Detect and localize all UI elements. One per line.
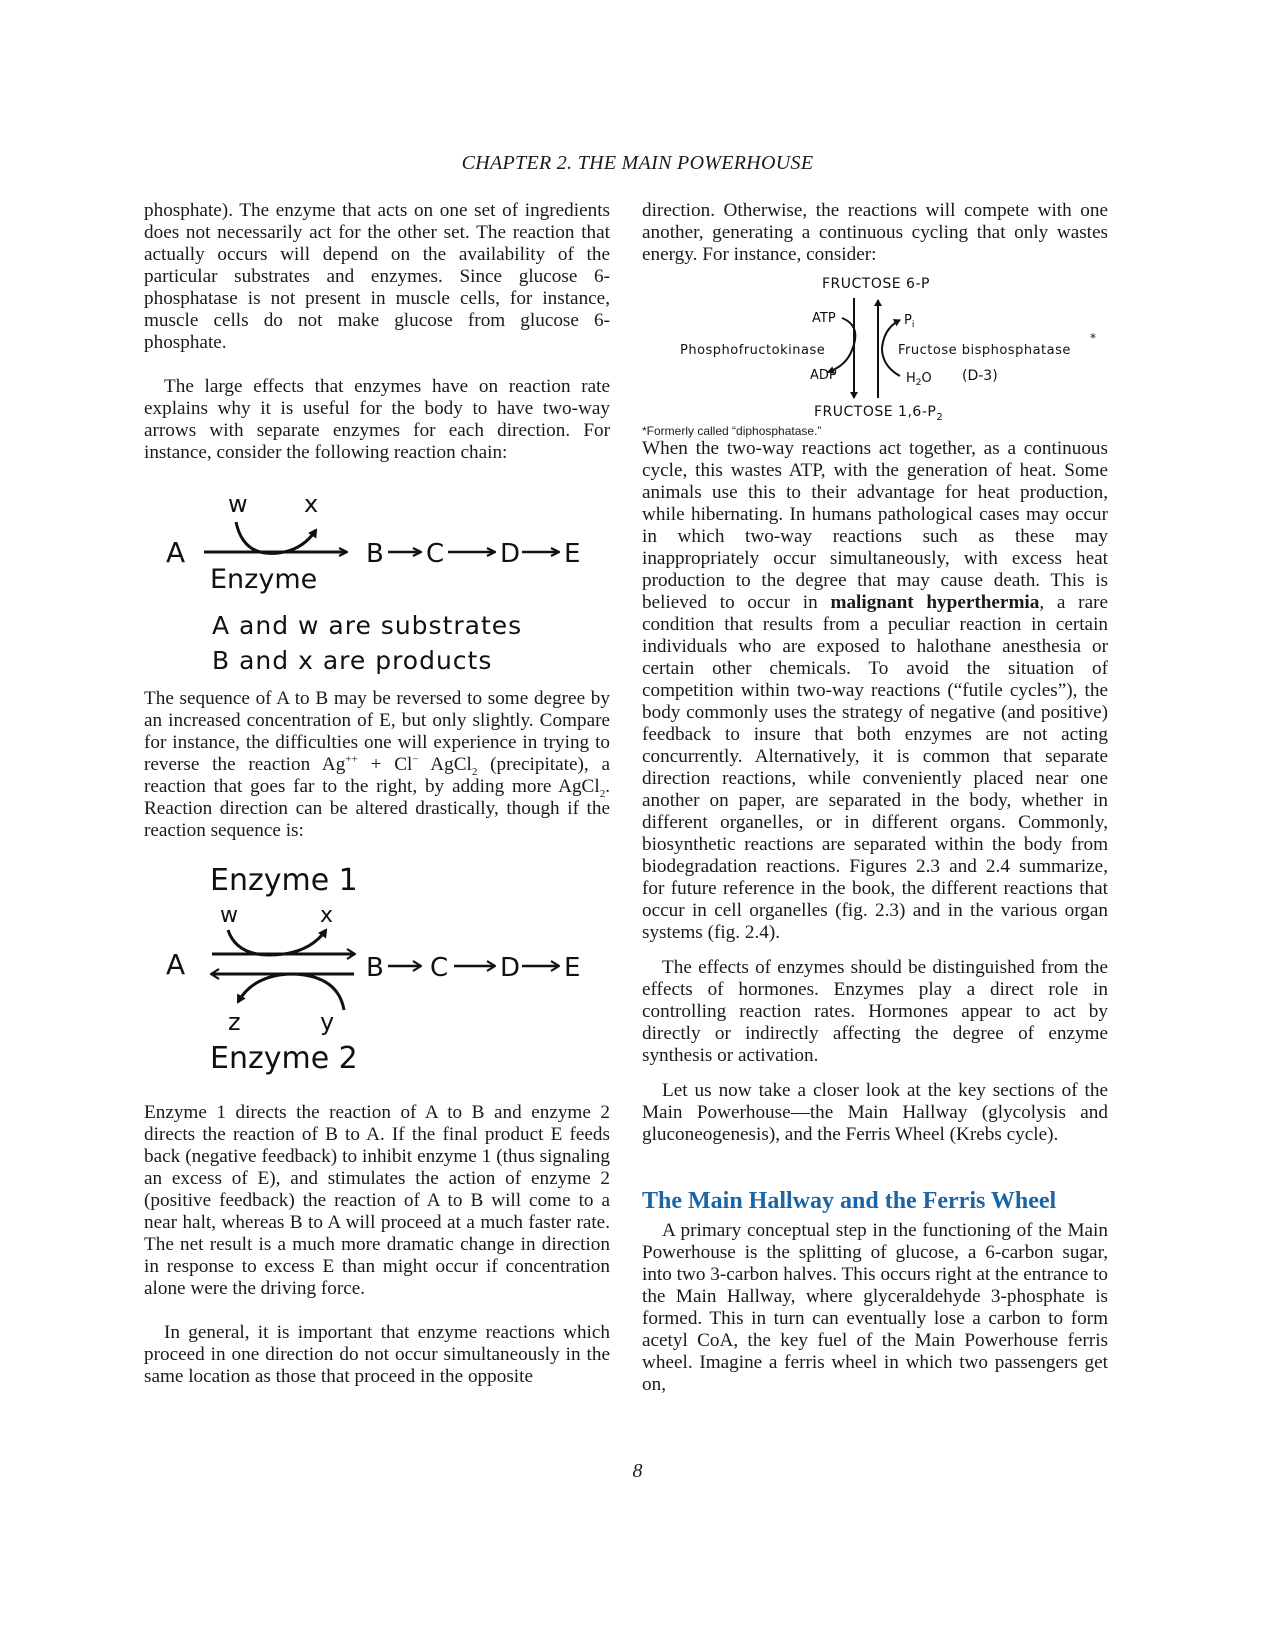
figure-futile-cycle [642,266,1108,424]
chain-e: E [564,539,581,569]
figure-two-enzyme-reaction [144,842,610,1092]
chain-e: E [564,953,581,983]
asterisk: * [1090,331,1096,345]
left-column [144,200,610,1388]
coproduct-z: z [228,1008,241,1036]
enzyme-code: (D-3) [962,368,998,384]
fructose-bisphosphatase-label: Fructose bisphosphatase [898,343,1071,358]
substrate-a: A [166,948,186,981]
bold-term: malignant hyperthermia [830,592,1040,613]
enzyme-label: Enzyme [210,564,318,595]
enzyme2-label: Enzyme 2 [210,1041,358,1076]
fructose-6p: FRUCTOSE 6-P [822,276,930,292]
pi-label: $P_i$ [904,313,915,330]
page-number: 8 [632,1460,643,1482]
paragraph: When the two-way reactions act together, as a continuous cycle, this wastes ATP, with the generation of heat. Some animals use this to their advantage for heat production, while hibernating. In humans pathological cases may occur in which two-way reactions such as these may inappropriately occur simultaneously, with excess heat production to the degree that may cause death. This is believed to occur in malignant hyperthermia, a rare condition that results from a peculiar reaction in certain individuals who are exposed to halothane anesthesia or certain other chemicals. To avoid the situation of competition within two-way reactions (“futile cycles”), the body commonly uses the strategy of negative (and positive) feedback to insure that both enzymes are not acting concurrently. Alternatively, it is common that separate direction reactions, while conveniently placed near one another on paper, are separated in the body, whether in different organelles, or in different organs. Commonly, biosynthetic reactions are separated within the body from biodegradation reactions. Figures 2.3 and 2.4 summarize, for future reference in the book, the different reactions that occur in cell organelles (fig. 2.3) and in the various organ systems (fig. 2.4). [642,438,1108,943]
chain-c: C [426,539,445,569]
footnote: *Formerly called “diphosphatase.” [642,424,822,438]
phosphofructokinase-label: Phosphofructokinase [680,343,826,358]
chain-b: B [366,539,384,569]
paragraph: The large effects that enzymes have on reaction rate explains why it is useful for the body to have two-way arrows with separate enzymes for each direction. For instance, consider the following reaction chain: [144,376,610,463]
coproduct-x: x [320,903,334,928]
paragraph: Let us now take a closer look at the key sections of the Main Powerhouse—the Main Hallway (glycolysis and gluconeogenesis), and the Ferris Wheel (Krebs cycle). [642,1080,1108,1145]
section-heading: The Main Hallway and the Ferris Wheel [642,1188,1057,1214]
coproduct-x: x [304,490,319,518]
paragraph: The sequence of A to B may be reversed to some degree by an increased concentration of E, but only slightly. Compare for instance, the difficulties one will experience in trying to reverse the reaction Ag++ + Cl− AgCl$_2$ (precipitate), a reaction that goes far to the right, by adding more AgCl$_2$. Reaction direction can be altered drastically, though if the reaction sequence is: [144,688,610,841]
paragraph: Enzyme 1 directs the reaction of A to B and enzyme 2 directs the reaction of B to A. If the final product E feeds back (negative feedback) to inhibit enzyme 1 (thus signaling an excess of E), and stimulates the action of enzyme 2 (positive feedback) the reaction of A to B will come to a near halt, whereas B to A will proceed at a much faster rate. The net result is a much more dramatic change in direction in response to excess E than might occur if concentration alone were the driving force. [144,1102,610,1299]
cosubstrate-w: w [228,490,248,518]
h2o-label: $H_2O$ [906,371,932,388]
chain-c: C [430,953,449,983]
products-note: B and x are products [212,646,493,675]
paragraph: In general, it is important that enzyme reactions which proceed in one direction do not occur simultaneously in the same location as those that proceed in the opposite [144,1322,610,1387]
chain-d: D [500,953,521,983]
running-head: CHAPTER 2. THE MAIN POWERHOUSE [461,152,814,174]
paragraph: phosphate). The enzyme that acts on one set of ingredients does not necessarily act for the other set. The reaction that actually occurs will depend on the availability of the particular substrates and enzymes. Since glucose 6-phosphatase is not present in muscle cells, for instance, muscle cells do not make glucose from glucose 6-phosphate. [144,200,610,353]
enzyme1-label: Enzyme 1 [210,863,358,898]
paragraph: The effects of enzymes should be distinguished from the effects of hormones. Enzymes play a direct role in controlling reaction rates. Hormones appear to act by directly or indirectly affecting the degree of enzyme synthesis or activation. [642,957,1108,1066]
cosubstrate-y: y [320,1008,335,1036]
paragraph: A primary conceptual step in the functioning of the Main Powerhouse is the splitting of glucose, a 6-carbon sugar, into two 3-carbon halves. This occurs right at the entrance to the Main Hallway, where glyceraldehyde 3-phosphate is formed. This in turn can eventually lose a carbon to form acetyl CoA, the key fuel of the Main Powerhouse ferris wheel. Imagine a ferris wheel in which two passengers get on, [642,1220,1108,1395]
cosubstrate-w: w [220,903,238,928]
atp-label: ATP [812,311,836,326]
right-column [642,200,1108,1396]
fructose-16p2: FRUCTOSE $1,6-P_2$ [814,404,944,423]
chain-d: D [500,539,521,569]
substrates-note: A and w are substrates [212,611,523,640]
adp-label: ADP [810,368,837,383]
paragraph: direction. Otherwise, the reactions will compete with one another, generating a continuous cycling that only wastes energy. For instance, consider: [642,200,1108,265]
chain-b: B [366,953,384,983]
figure-enzyme-reaction-chain [144,464,610,676]
substrate-a: A [166,536,186,569]
